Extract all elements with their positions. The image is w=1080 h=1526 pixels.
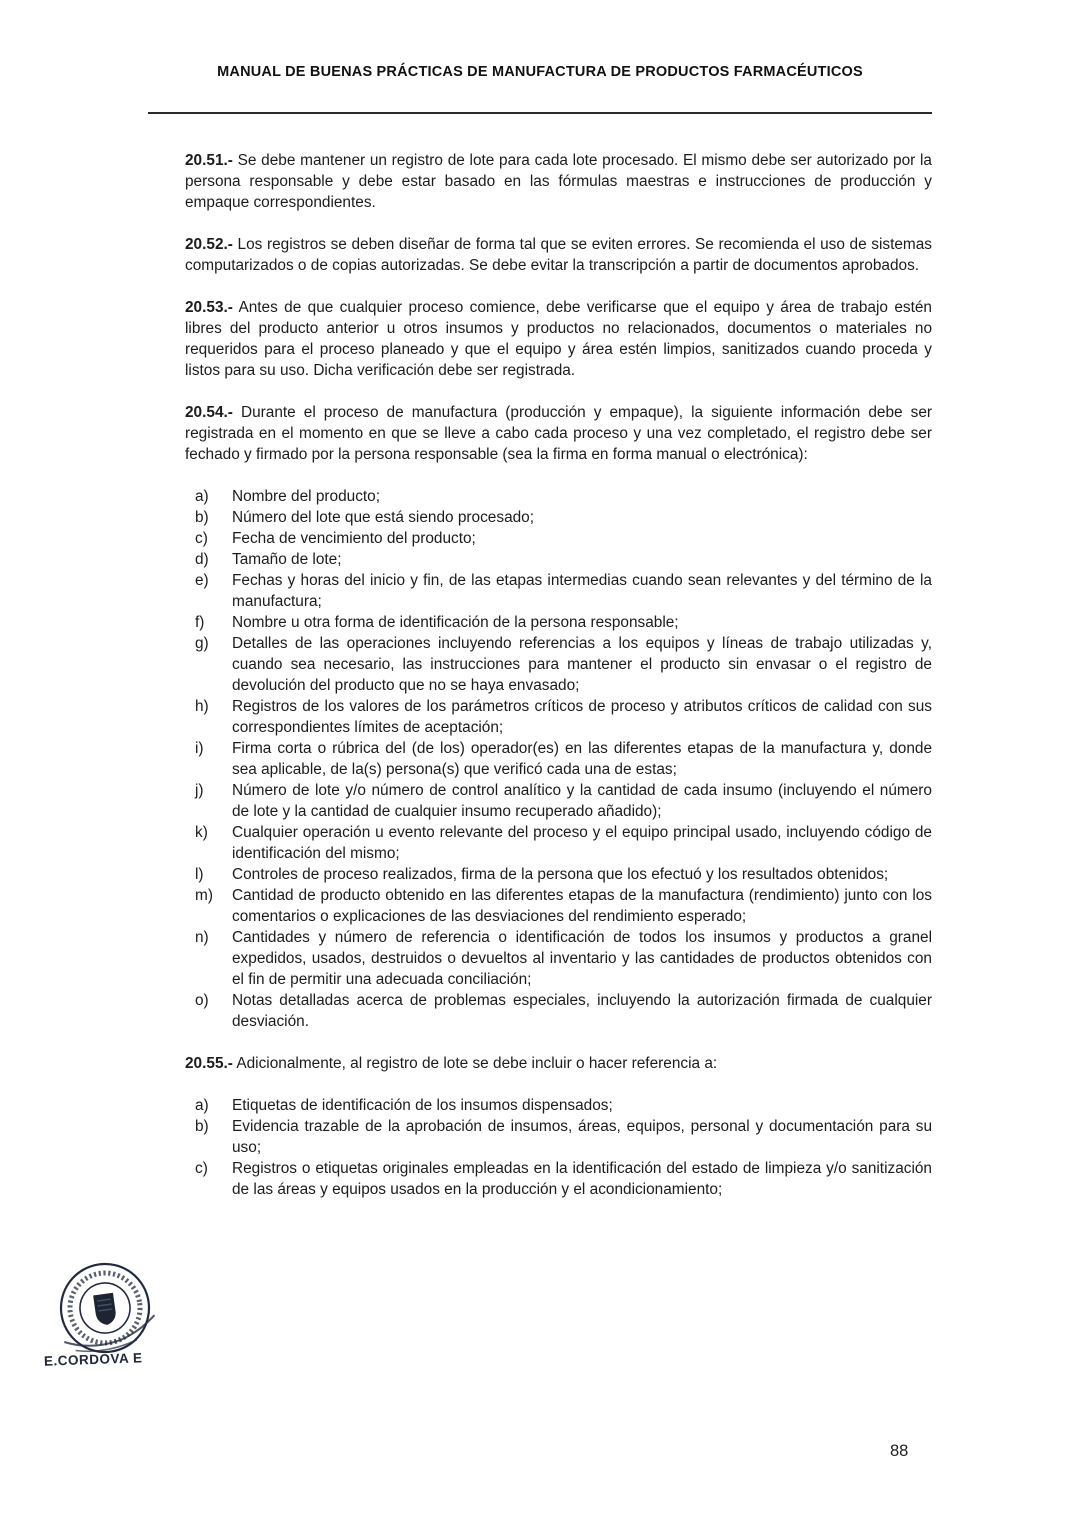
paragraph-20-54 bbox=[185, 402, 932, 465]
list-item-text: Número del lote que está siendo procesado; bbox=[232, 509, 535, 526]
list-item bbox=[195, 507, 932, 528]
list-item-text: Cantidad de producto obtenido en las diferentes etapas de la manufactura (rendimiento) junto con los comentarios o explicaciones de las desviaciones del rendimiento esperado; bbox=[232, 887, 932, 925]
list-item-letter: i) bbox=[195, 740, 204, 757]
list-item-letter: c) bbox=[195, 530, 208, 547]
paragraph-number: 20.52.- bbox=[185, 236, 233, 253]
list-item bbox=[195, 1158, 932, 1200]
paragraph-number: 20.55.- bbox=[185, 1055, 233, 1072]
paragraph-20-55 bbox=[185, 1053, 932, 1074]
list-item-text: Notas detalladas acerca de problemas especiales, incluyendo la autorización firmada de cualquier desviación. bbox=[232, 992, 932, 1030]
list-item-letter: f) bbox=[195, 614, 205, 631]
paragraph-number: 20.54.- bbox=[185, 404, 233, 421]
list-item bbox=[195, 885, 932, 927]
stamp-signature-name: E.CORDOVA E bbox=[43, 1350, 143, 1369]
list-item bbox=[195, 612, 932, 633]
list-item-text: Número de lote y/o número de control analítico y la cantidad de cada insumo (incluyendo el número de lote y la cantidad de cualquier insumo recuperado añadido); bbox=[232, 782, 932, 820]
list-20-55 bbox=[185, 1095, 932, 1200]
list-item-text: Cualquier operación u evento relevante del proceso y el equipo principal usado, incluyendo código de identificación del mismo; bbox=[232, 824, 932, 862]
list-item-letter: n) bbox=[195, 929, 209, 946]
page-title: MANUAL DE BUENAS PRÁCTICAS DE MANUFACTURA DE PRODUCTOS FARMACÉUTICOS bbox=[217, 64, 863, 80]
list-item-text: Nombre u otra forma de identificación de la persona responsable; bbox=[232, 614, 679, 631]
paragraph-text: Los registros se deben diseñar de forma tal que se eviten errores. Se recomienda el uso de sistemas computarizados o de copias autorizadas. Se debe evitar la transcripción a partir de documentos aprobados. bbox=[185, 236, 933, 274]
list-item-text: Registros o etiquetas originales empleadas en la identificación del estado de limpieza y/o sanitización de las áreas y equipos usados en la producción y el acondicionamiento; bbox=[232, 1160, 932, 1198]
list-item bbox=[195, 927, 932, 990]
list-item-letter: d) bbox=[195, 551, 209, 568]
list-item-text: Fechas y horas del inicio y fin, de las etapas intermedias cuando sean relevantes y del término de la manufactura; bbox=[232, 572, 932, 610]
list-item-text: Etiquetas de identificación de los insumos dispensados; bbox=[232, 1097, 613, 1114]
list-item-letter: j) bbox=[195, 782, 204, 799]
paragraph-20-53 bbox=[185, 297, 932, 381]
list-item bbox=[195, 822, 932, 864]
list-item bbox=[195, 528, 932, 549]
list-item-letter: a) bbox=[195, 1097, 209, 1114]
paragraph-text: Durante el proceso de manufactura (producción y empaque), la siguiente información debe ser registrada en el momento en que se lleve a cabo cada proceso y una vez completado, el registro debe ser fechado y firmado por la persona responsable (sea la firma en forma manual o electrónica): bbox=[185, 404, 933, 463]
paragraph-text: Antes de que cualquier proceso comience, debe verificarse que el equipo y área de trabajo estén libres del producto anterior u otros insumos y productos no relacionados, documentos o materiales no requeridos para el proceso planeado y que el equipo y área estén limpios, sanitizados cuando proceda y listos para su uso. Dicha verificación debe ser registrada. bbox=[185, 299, 932, 379]
list-item-text: Detalles de las operaciones incluyendo referencias a los equipos y líneas de trabajo utilizadas y, cuando sea necesario, las instrucciones para mantener el producto sin envasar o el registro de devolución del producto que no se haya envasado; bbox=[232, 635, 932, 694]
list-item bbox=[195, 633, 932, 696]
paragraph-text: Adicionalmente, al registro de lote se debe incluir o hacer referencia a: bbox=[236, 1055, 718, 1072]
list-item bbox=[195, 486, 932, 507]
list-item bbox=[195, 1116, 932, 1158]
list-item-letter: a) bbox=[195, 488, 209, 505]
list-item bbox=[195, 1095, 932, 1116]
list-item-letter: h) bbox=[195, 698, 209, 715]
list-item bbox=[195, 696, 932, 738]
list-item-text: Fecha de vencimiento del producto; bbox=[232, 530, 476, 547]
list-item-letter: b) bbox=[195, 509, 209, 526]
list-item-letter: g) bbox=[195, 635, 209, 652]
list-item bbox=[195, 570, 932, 612]
list-item-text: Firma corta o rúbrica del (de los) operador(es) en las diferentes etapas de la manufactura y, donde sea aplicable, de la(s) persona(s) que verificó cada una de estas; bbox=[232, 740, 932, 778]
paragraph-text: Se debe mantener un registro de lote para cada lote procesado. El mismo debe ser autorizado por la persona responsable y debe estar basado en las fórmulas maestras e instrucciones de producción y empaque correspondientes. bbox=[185, 152, 932, 211]
list-item-letter: e) bbox=[195, 572, 209, 589]
list-20-54 bbox=[185, 486, 932, 1032]
page-number: 88 bbox=[890, 1442, 909, 1460]
paragraph-number: 20.51.- bbox=[185, 152, 233, 169]
list-item bbox=[195, 738, 932, 780]
list-item-letter: l) bbox=[195, 866, 204, 883]
list-item bbox=[195, 549, 932, 570]
list-item-text: Registros de los valores de los parámetros críticos de proceso y atributos críticos de calidad con sus correspondientes límites de aceptación; bbox=[232, 698, 932, 736]
list-item-text: Controles de proceso realizados, firma de la persona que los efectuó y los resultados obtenidos; bbox=[232, 866, 889, 883]
list-item-text: Tamaño de lote; bbox=[232, 551, 342, 568]
list-item-text: Evidencia trazable de la aprobación de insumos, áreas, equipos, personal y documentación para su uso; bbox=[232, 1118, 932, 1156]
list-item-letter: m) bbox=[195, 887, 213, 904]
list-item-text: Cantidades y número de referencia o identificación de todos los insumos y productos a granel expedidos, usados, destruidos o devueltos al inventario y las cantidades de productos obtenidos con el fin de permitir una adecuada conciliación; bbox=[232, 929, 932, 988]
list-item-letter: k) bbox=[195, 824, 208, 841]
list-item-text: Nombre del producto; bbox=[232, 488, 380, 505]
document-body bbox=[185, 150, 932, 1221]
list-item-letter: c) bbox=[195, 1160, 208, 1177]
list-item-letter: o) bbox=[195, 992, 209, 1009]
paragraph-number: 20.53.- bbox=[185, 299, 233, 316]
paragraph-20-51 bbox=[185, 150, 932, 213]
header-divider bbox=[148, 112, 932, 114]
list-item-letter: b) bbox=[195, 1118, 209, 1135]
list-item bbox=[195, 780, 932, 822]
list-item bbox=[195, 864, 932, 885]
paragraph-20-52 bbox=[185, 234, 932, 276]
list-item bbox=[195, 990, 932, 1032]
